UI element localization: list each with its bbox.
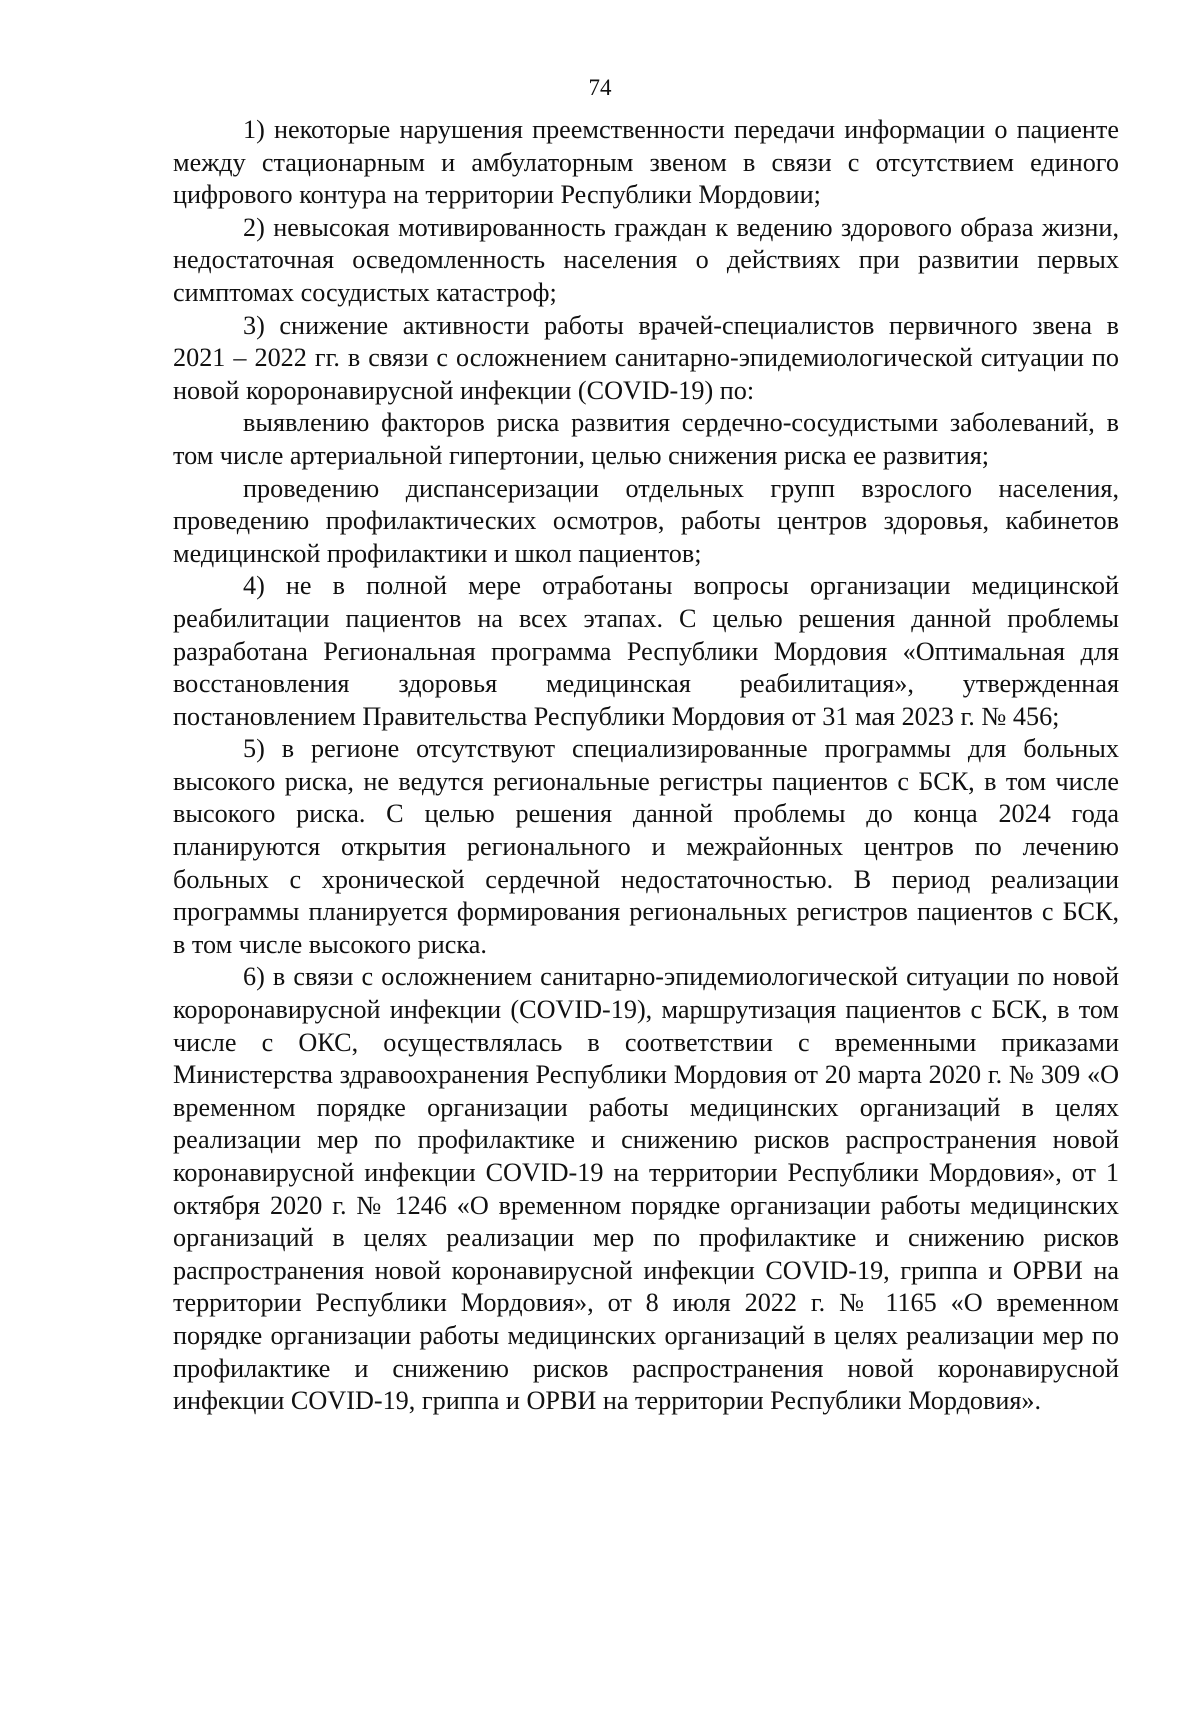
paragraph-2: 2) невысокая мотивированность граждан к ведению здорового образа жизни, недостаточная осведомленность населения о действиях при развитии первых симптомах сосудистых катастроф; <box>173 212 1119 307</box>
paragraph-1: 1) некоторые нарушения преемственности передачи информации о пациенте между стационарным и амбулаторным звеном в связи с отсутствием единого цифрового контура на территории Республики Мордовии; <box>173 115 1119 210</box>
page-number: 74 <box>588 75 612 100</box>
paragraph-3-item-risk-factors: выявлению факторов риска развития сердечно-сосудистыми заболеваний, в том числе артериальной гипертонии, целью снижения риска ее развития; <box>173 408 1119 470</box>
paragraph-3-item-dispensary: проведению диспансеризации отдельных групп взрослого населения, проведению профилактических осмотров, работы центров здоровья, кабинетов медицинской профилактики и школ пациентов; <box>173 473 1119 568</box>
paragraph-5: 5) в регионе отсутствуют специализированные программы для больных высокого риска, не ведутся региональные регистры пациентов с БСК, в том числе высокого риска. С целью решения данной проблемы до конца 2024 года планируются открытия регионального и межрайонных центров по лечению больных с хронической сердечной недостаточностью. В период реализации программы планируется формирования региональных регистров пациентов с БСК, в том числе высокого риска. <box>173 734 1119 959</box>
paragraph-4: 4) не в полной мере отработаны вопросы организации медицинской реабилитации пациентов на всех этапах. С целью решения данной проблемы разработана Региональная программа Республики Мордовия «Оптимальная для восстановления здоровья медицинская реабилитация», утвержденная постановлением Правительства Республики Мордовия от 31 мая 2023 г. № 456; <box>173 571 1119 731</box>
document-body <box>173 114 1119 1418</box>
paragraph-6: 6) в связи с осложнением санитарно-эпидемиологической ситуации по новой корoронавирусной инфекции (COVID-19), маршрутизация пациентов с БСК, в том числе с ОКС, осуществлялась в соответствии с временными приказами Министерства здравоохранения Республики Мордовия от 20 марта 2020 г. № 309 «О временном порядке организации работы медицинских организаций в целях реализации мер по профилактике и снижению рисков распространения новой коронавирусной инфекции COVID-19 на территории Республики Мордовия», от 1 октября 2020 г. № 1246 «О временном порядке организации работы медицинских организаций в целях реализации мер по профилактике и снижению рисков распространения новой коронавирусной инфекции COVID-19, гриппа и ОРВИ на территории Республики Мордовия», от 8 июля 2022 г. № 1165 «О временном порядке организации работы медицинских организаций в целях реализации мер по профилактике и снижению рисков распространения новой коронавирусной инфекции COVID-19, гриппа и ОРВИ на территории Республики Мордовия». <box>173 962 1119 1416</box>
paragraph-3: 3) снижение активности работы врачей-специалистов первичного звена в 2021 – 2022 гг. в связи с осложнением санитарно-эпидемиологической ситуации по новой корoронавирусной инфекции (COVID-19) по: <box>173 310 1119 405</box>
